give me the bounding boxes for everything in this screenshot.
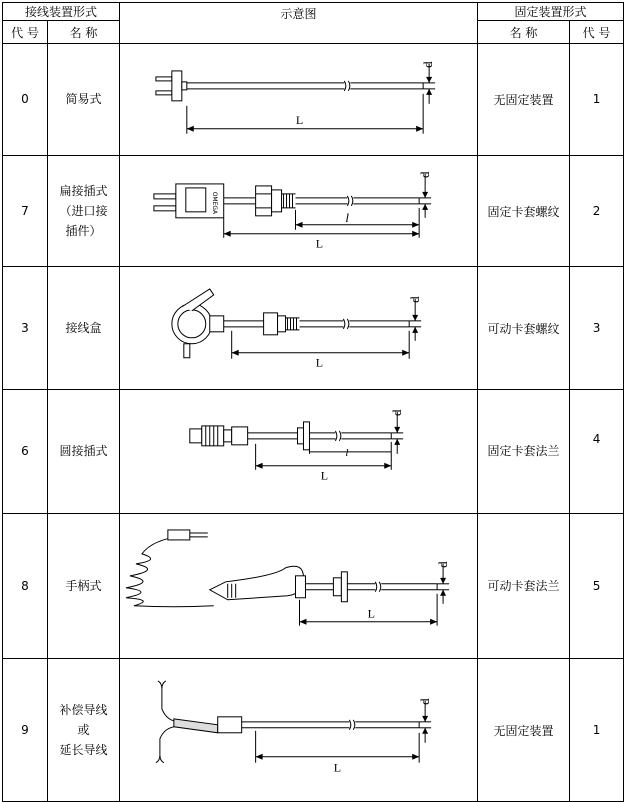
table-row: [3, 44, 624, 156]
row-fix-code: 4: [570, 390, 624, 514]
dim-L: L: [295, 112, 304, 127]
row-fix-code: 3: [570, 267, 624, 390]
diagram-flat-plug-thread: [120, 155, 478, 267]
row-name: 圆接插式: [48, 390, 120, 514]
dim-d: d: [417, 698, 433, 706]
dim-L: L: [333, 760, 342, 775]
row-fix-code: 1: [570, 659, 624, 802]
row-name: 接线盒: [48, 267, 120, 390]
diagram-svg: [120, 267, 477, 389]
row-code: 3: [3, 267, 48, 390]
dim-L: L: [315, 236, 324, 251]
diagram-handle-flange: [120, 513, 478, 659]
dim-L: L: [367, 606, 375, 621]
row-fix-code: 2: [570, 155, 624, 267]
header-diagram: 示意图: [120, 3, 478, 44]
row-name: 扁接插式 （进口接 插件）: [48, 155, 120, 267]
diagram-svg: [120, 44, 477, 155]
table-row: [3, 390, 624, 514]
row-fix-name: 可动卡套螺纹: [478, 267, 570, 390]
diagram-svg: [120, 390, 477, 513]
row-code: 7: [3, 155, 48, 267]
table-row: [3, 659, 624, 802]
dim-d: d: [420, 61, 436, 68]
connector-brand: OMEGA: [210, 191, 218, 214]
thermocouple-spec-table: [2, 2, 624, 802]
row-fix-name: 可动卡套法兰: [478, 513, 570, 659]
dim-d: d: [389, 409, 405, 416]
row-code: 9: [3, 659, 48, 802]
dim-d: d: [435, 561, 451, 568]
row-code: 0: [3, 44, 48, 156]
dim-L: L: [320, 468, 329, 483]
diagram-svg: [120, 156, 477, 267]
dim-l: l: [345, 446, 349, 459]
header-code: 代 号: [3, 21, 48, 44]
header-wiring-group: 接线装置形式: [3, 3, 120, 21]
header-fixing-group: 固定装置形式: [478, 3, 624, 21]
diagram-compensating-lead: [120, 659, 478, 802]
row-name: 简易式: [48, 44, 120, 156]
table-row: [3, 155, 624, 267]
row-code: 6: [3, 390, 48, 514]
row-fix-name: 固定卡套螺纹: [478, 155, 570, 267]
row-fix-name: 无固定装置: [478, 44, 570, 156]
table-row: [3, 513, 624, 659]
diagram-svg: [120, 659, 477, 801]
diagram-simple-plug: [120, 44, 478, 156]
row-fix-code: 5: [570, 513, 624, 659]
diagram-svg: [120, 514, 477, 659]
header-name: 名 称: [48, 21, 120, 44]
diagram-junction-box: [120, 267, 478, 390]
dim-L: L: [315, 356, 324, 371]
row-name: 手柄式: [48, 513, 120, 659]
row-fix-name: 无固定装置: [478, 659, 570, 802]
row-name: 补偿导线 或 延长导线: [48, 659, 120, 802]
row-fix-name: 固定卡套法兰: [478, 390, 570, 514]
header-fix-code: 代 号: [570, 21, 624, 44]
dim-l: l: [345, 209, 349, 225]
dim-d: d: [407, 296, 423, 304]
dim-d: d: [417, 171, 433, 178]
row-code: 8: [3, 513, 48, 659]
diagram-round-plug-flange: [120, 390, 478, 514]
table-row: [3, 267, 624, 390]
header-fix-name: 名 称: [478, 21, 570, 44]
row-fix-code: 1: [570, 44, 624, 156]
